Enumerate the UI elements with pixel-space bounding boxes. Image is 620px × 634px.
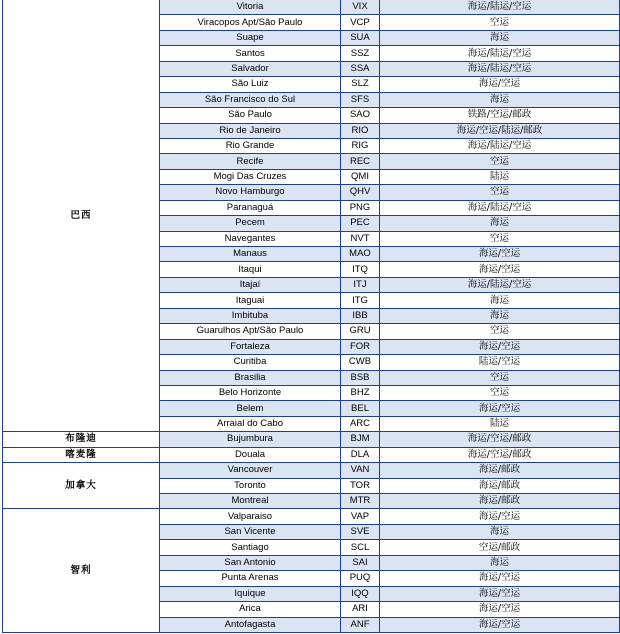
port-code-cell: TOR [341,478,380,493]
city-cell: Pecem [160,216,341,231]
port-code-cell: IQQ [341,586,380,601]
transport-mode-cell: 空运 [380,231,620,246]
transport-mode-cell: 空运 [380,324,620,339]
transport-mode-cell: 空运 [380,370,620,385]
transport-mode-cell: 海运 [380,524,620,539]
transport-mode-cell: 海运/陆运/空运 [380,138,620,153]
port-code-cell: BHZ [341,385,380,400]
city-cell: São Francisco do Sul [160,92,341,107]
transport-mode-cell: 海运/空运/邮政 [380,432,620,447]
city-cell: Manaus [160,247,341,262]
transport-mode-cell: 海运/空运 [380,617,620,632]
transport-mode-cell: 海运/空运 [380,262,620,277]
transport-mode-cell: 海运/邮政 [380,478,620,493]
port-code-cell: ITG [341,293,380,308]
port-code-cell: ARC [341,416,380,431]
city-cell: Fortaleza [160,339,341,354]
city-cell: Douala [160,447,341,462]
port-code-cell: ANF [341,617,380,632]
transport-mode-cell: 海运 [380,293,620,308]
transport-mode-cell: 海运/空运 [380,77,620,92]
city-cell: Salvador [160,61,341,76]
transport-mode-cell: 海运 [380,216,620,231]
city-cell: Vancouver [160,463,341,478]
transport-mode-cell: 海运 [380,30,620,45]
port-code-cell: VAP [341,509,380,524]
port-code-cell: BJM [341,432,380,447]
port-code-cell: FOR [341,339,380,354]
transport-mode-cell: 海运/陆运/空运 [380,61,620,76]
port-code-cell: SVE [341,524,380,539]
port-code-cell: PUQ [341,571,380,586]
city-cell: Punta Arenas [160,571,341,586]
city-cell: Itaguai [160,293,341,308]
port-code-cell: PEC [341,216,380,231]
city-cell: Recife [160,154,341,169]
port-code-cell: SCL [341,540,380,555]
transport-mode-cell: 空运 [380,385,620,400]
port-code-cell: ARI [341,602,380,617]
country-cell: 智利 [3,509,160,633]
table-row [3,463,620,478]
transport-mode-cell: 海运/空运 [380,586,620,601]
transport-mode-cell: 海运/陆运/空运 [380,277,620,292]
city-cell: Paranaguá [160,200,341,215]
transport-mode-cell: 海运 [380,92,620,107]
city-cell: Bujumbura [160,432,341,447]
transport-mode-cell: 陆运/空运 [380,355,620,370]
city-cell: Itajaí [160,277,341,292]
port-code-cell: ITJ [341,277,380,292]
city-cell: Toronto [160,478,341,493]
transport-mode-cell: 海运/空运 [380,401,620,416]
table-row [3,509,620,524]
port-code-cell: SFS [341,92,380,107]
city-cell: Rio Grande [160,138,341,153]
port-code-cell: SAO [341,108,380,123]
city-cell: Brasilia [160,370,341,385]
city-cell: Belem [160,401,341,416]
transport-mode-cell: 空运 [380,154,620,169]
city-cell: Guarulhos Apt/São Paulo [160,324,341,339]
country-cell: 喀麦隆 [3,447,160,462]
port-table [2,0,620,633]
port-code-cell: MTR [341,494,380,509]
city-cell: San Vicente [160,524,341,539]
city-cell: Viracopos Apt/São Paulo [160,15,341,30]
city-cell: Arica [160,602,341,617]
country-cell: 布隆迪 [3,432,160,447]
port-code-cell: ITQ [341,262,380,277]
transport-mode-cell: 空运 [380,185,620,200]
city-cell: Novo Hamburgo [160,185,341,200]
city-cell: Navegantes [160,231,341,246]
port-code-cell: BSB [341,370,380,385]
city-cell: Suape [160,30,341,45]
city-cell: Iquique [160,586,341,601]
port-code-cell: SUA [341,30,380,45]
transport-mode-cell: 海运/陆运/空运 [380,0,620,15]
transport-mode-cell: 空运/邮政 [380,540,620,555]
port-code-cell: VCP [341,15,380,30]
transport-mode-cell: 海运 [380,308,620,323]
transport-mode-cell: 陆运 [380,169,620,184]
port-code-cell: DLA [341,447,380,462]
city-cell: São Paulo [160,108,341,123]
port-code-cell: QHV [341,185,380,200]
city-cell: Montreal [160,494,341,509]
port-code-cell: QMI [341,169,380,184]
port-code-cell: VAN [341,463,380,478]
transport-mode-cell: 海运/陆运/空运 [380,200,620,215]
transport-mode-cell: 海运/空运/陆运/邮政 [380,123,620,138]
transport-mode-cell: 海运/空运 [380,247,620,262]
transport-mode-cell: 海运/空运 [380,602,620,617]
transport-mode-cell: 海运/空运 [380,339,620,354]
port-code-cell: PNG [341,200,380,215]
transport-mode-cell: 海运 [380,555,620,570]
city-cell: Rio de Janeiro [160,123,341,138]
port-code-cell: VIX [341,0,380,15]
city-cell: San Antonio [160,555,341,570]
city-cell: Itaqui [160,262,341,277]
country-cell: 加拿大 [3,463,160,509]
city-cell: Mogi Das Cruzes [160,169,341,184]
port-code-cell: NVT [341,231,380,246]
port-code-cell: SLZ [341,77,380,92]
city-cell: Curitiba [160,355,341,370]
transport-mode-cell: 海运/空运 [380,571,620,586]
city-cell: São Luiz [160,77,341,92]
city-cell: Santiago [160,540,341,555]
port-code-cell: MAO [341,247,380,262]
port-code-cell: RIO [341,123,380,138]
table-row [3,0,620,15]
transport-mode-cell: 海运/空运/邮政 [380,447,620,462]
port-code-cell: REC [341,154,380,169]
transport-mode-cell: 海运/空运 [380,509,620,524]
port-code-cell: SAI [341,555,380,570]
transport-mode-cell: 空运 [380,15,620,30]
transport-mode-cell: 陆运 [380,416,620,431]
city-cell: Vitoria [160,0,341,15]
port-code-cell: SSZ [341,46,380,61]
city-cell: Santos [160,46,341,61]
city-cell: Valparaiso [160,509,341,524]
port-code-cell: RIG [341,138,380,153]
port-code-cell: GRU [341,324,380,339]
transport-mode-cell: 铁路/空运/邮政 [380,108,620,123]
transport-mode-cell: 海运/邮政 [380,463,620,478]
port-code-cell: BEL [341,401,380,416]
port-code-cell: CWB [341,355,380,370]
table-row [3,447,620,462]
city-cell: Imbituba [160,308,341,323]
transport-mode-cell: 海运/陆运/空运 [380,46,620,61]
transport-mode-cell: 海运/邮政 [380,494,620,509]
country-cell: 巴西 [3,0,160,432]
port-code-cell: IBB [341,308,380,323]
table-row [3,432,620,447]
port-table-body [3,0,620,632]
city-cell: Antofagasta [160,617,341,632]
city-cell: Belo Horizonte [160,385,341,400]
port-code-cell: SSA [341,61,380,76]
city-cell: Arraial do Cabo [160,416,341,431]
